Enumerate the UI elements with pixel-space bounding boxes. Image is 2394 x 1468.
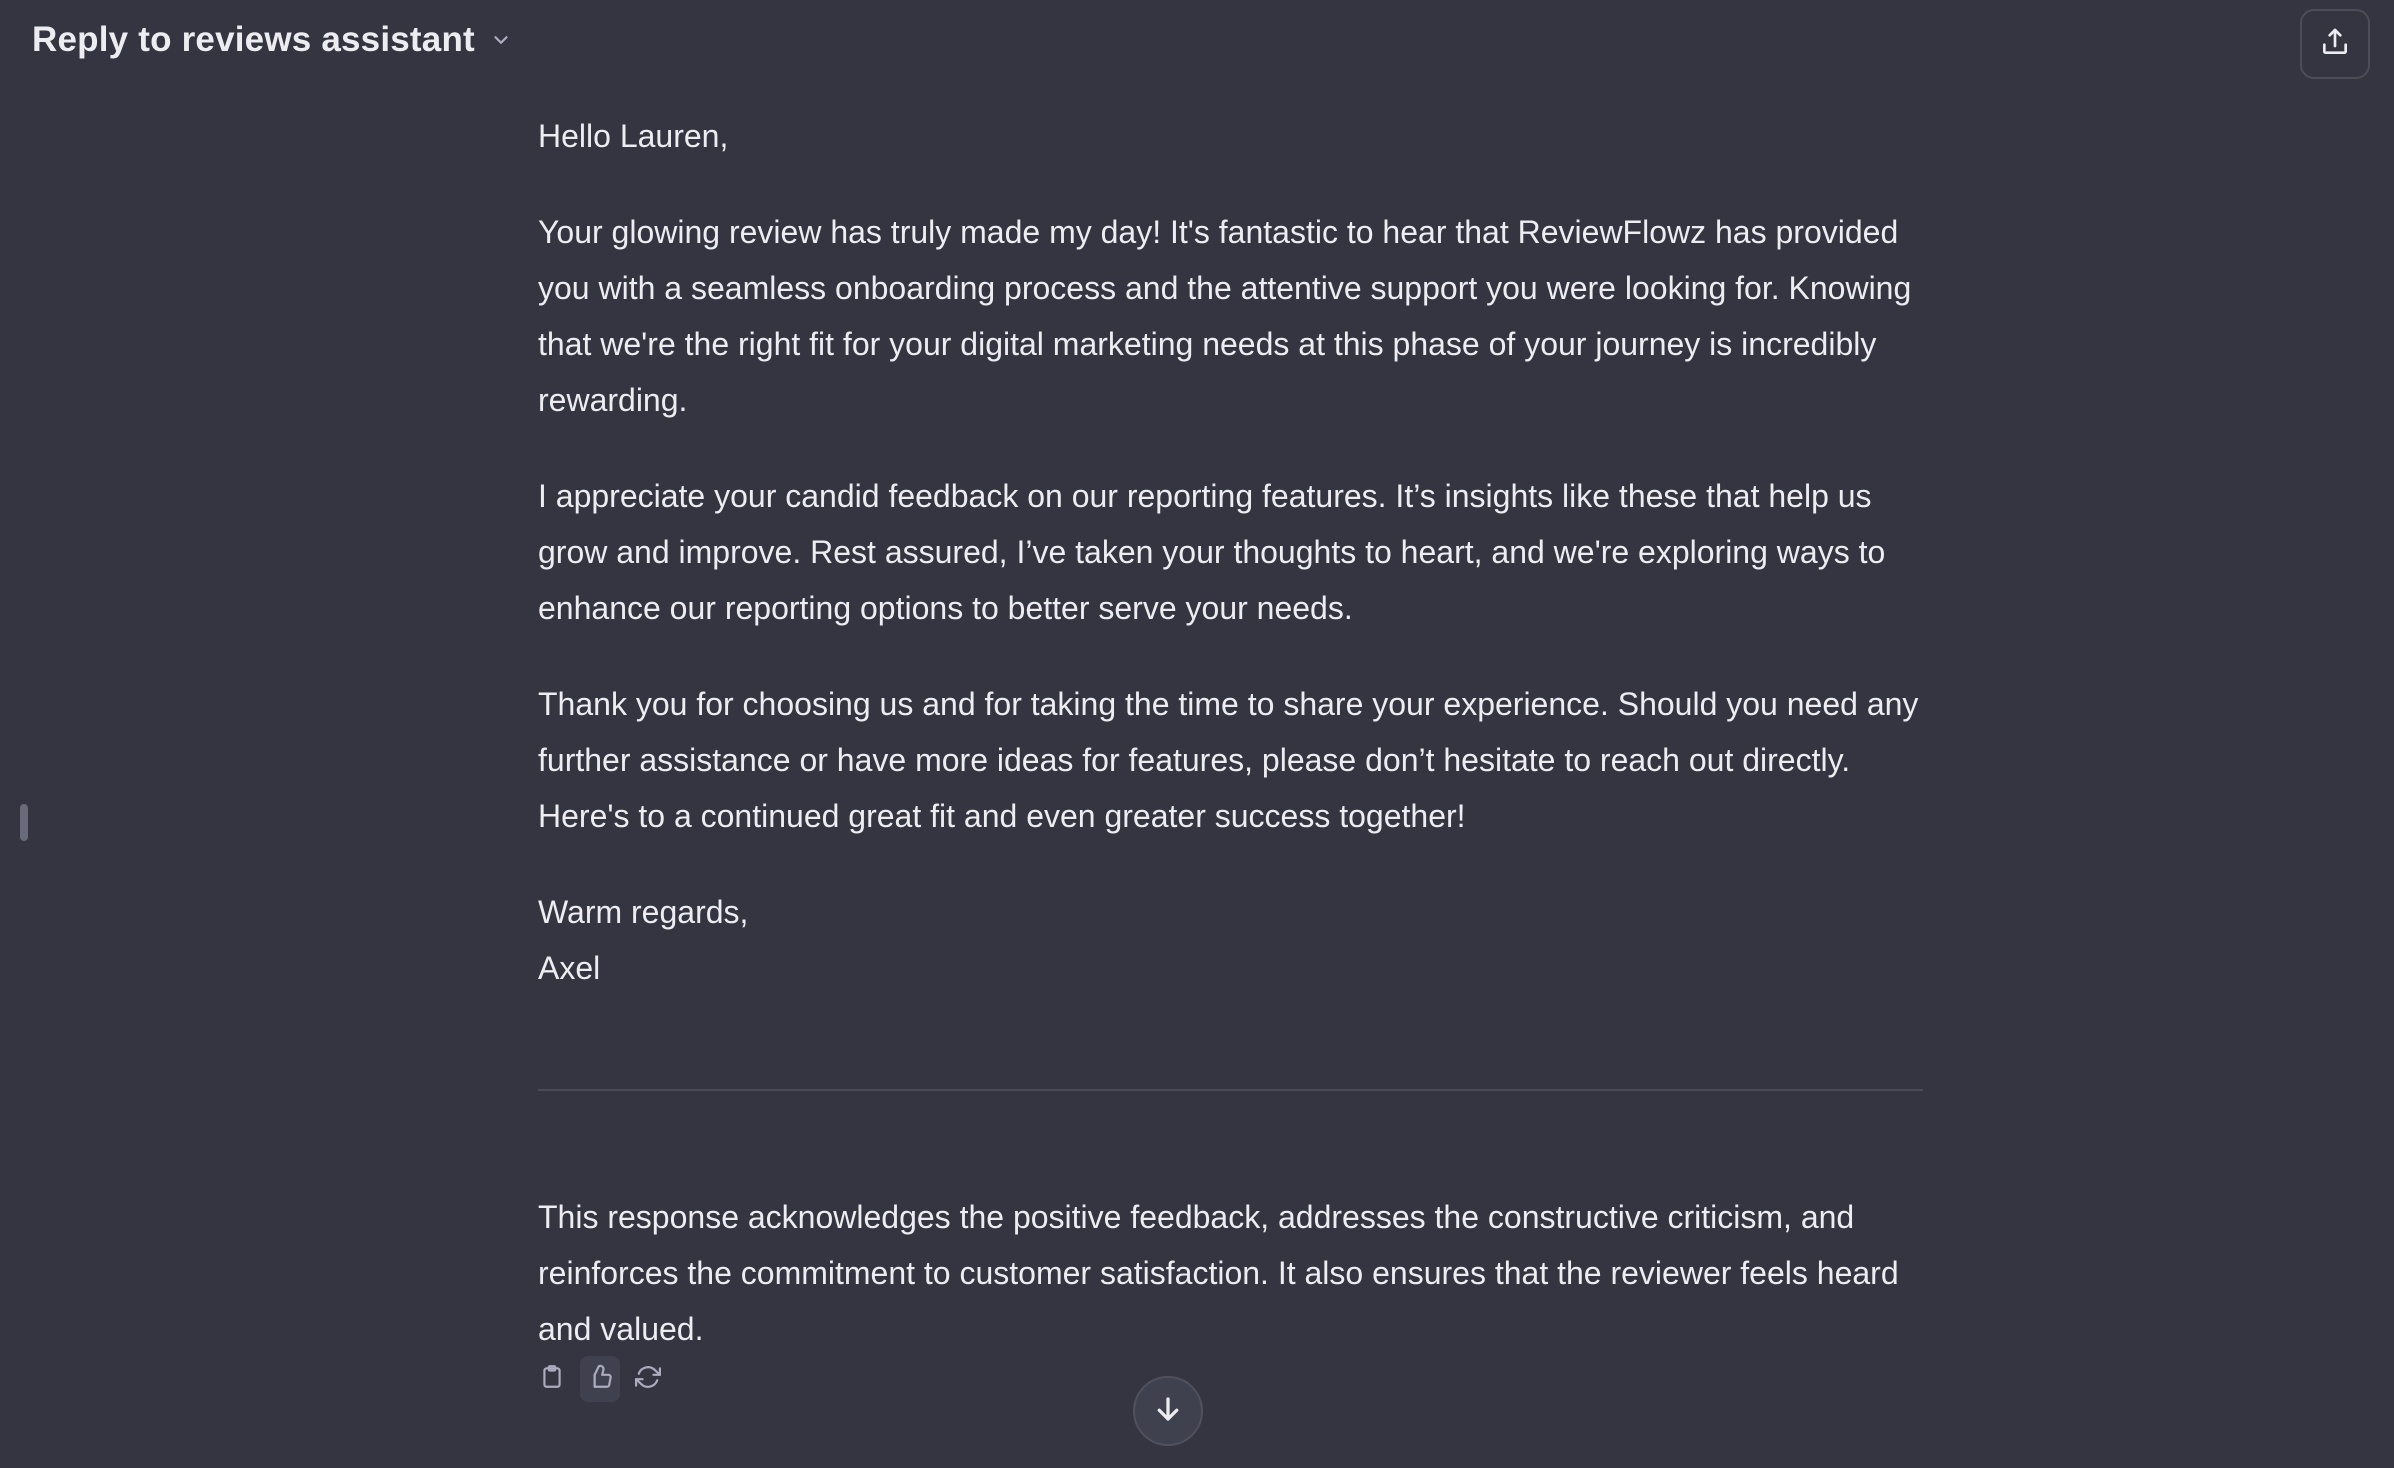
scroll-to-bottom-button[interactable] [1133,1376,1203,1446]
model-title: Reply to reviews assistant [32,20,475,59]
copy-button[interactable] [532,1356,572,1402]
message-greeting: Hello Lauren, [538,118,729,154]
message-signature: Axel [538,950,601,986]
clipboard-icon [539,1364,565,1395]
message-actions [532,1356,668,1402]
summary-text: This response acknowledges the positive feedback, addresses the constructive criticism, and reinforces the commitment to customer satisfaction. It also ensures that the reviewer feels heard and valued. [538,1199,1899,1347]
message-summary [538,1189,1923,1357]
message-paragraph: I appreciate your candid feedback on our reporting features. It’s insights like these that help us grow and improve. Rest assured, I’ve taken your thoughts to heart, and we're exploring ways to enhance our reporting options to better serve your needs. [538,478,1886,626]
sidebar-toggle-handle[interactable] [20,804,28,841]
assistant-message [538,108,1923,996]
message-signoff: Warm regards, [538,894,749,930]
share-icon [2319,26,2351,63]
thumbs-up-icon [587,1364,613,1395]
header [0,0,2394,92]
model-selector[interactable] [32,20,515,60]
message-paragraph: Thank you for choosing us and for taking the time to share your experience. Should you need any further assistance or have more ideas for features, please don’t hesitate to reach out directly. Here's to a continued great fit and even greater success together! [538,686,1919,834]
share-button[interactable] [2300,9,2370,79]
like-button[interactable] [580,1356,620,1402]
refresh-icon [635,1364,661,1395]
message-paragraph: Your glowing review has truly made my day! It's fantastic to hear that ReviewFlowz has provided you with a seamless onboarding process and the attentive support you were looking for. Knowing that we're the right fit for your digital marketing needs at this phase of your journey is incredibly rewarding. [538,214,1912,418]
divider [538,1089,1923,1091]
chevron-down-icon [487,26,515,54]
regenerate-button[interactable] [628,1356,668,1402]
arrow-down-icon [1153,1394,1183,1429]
